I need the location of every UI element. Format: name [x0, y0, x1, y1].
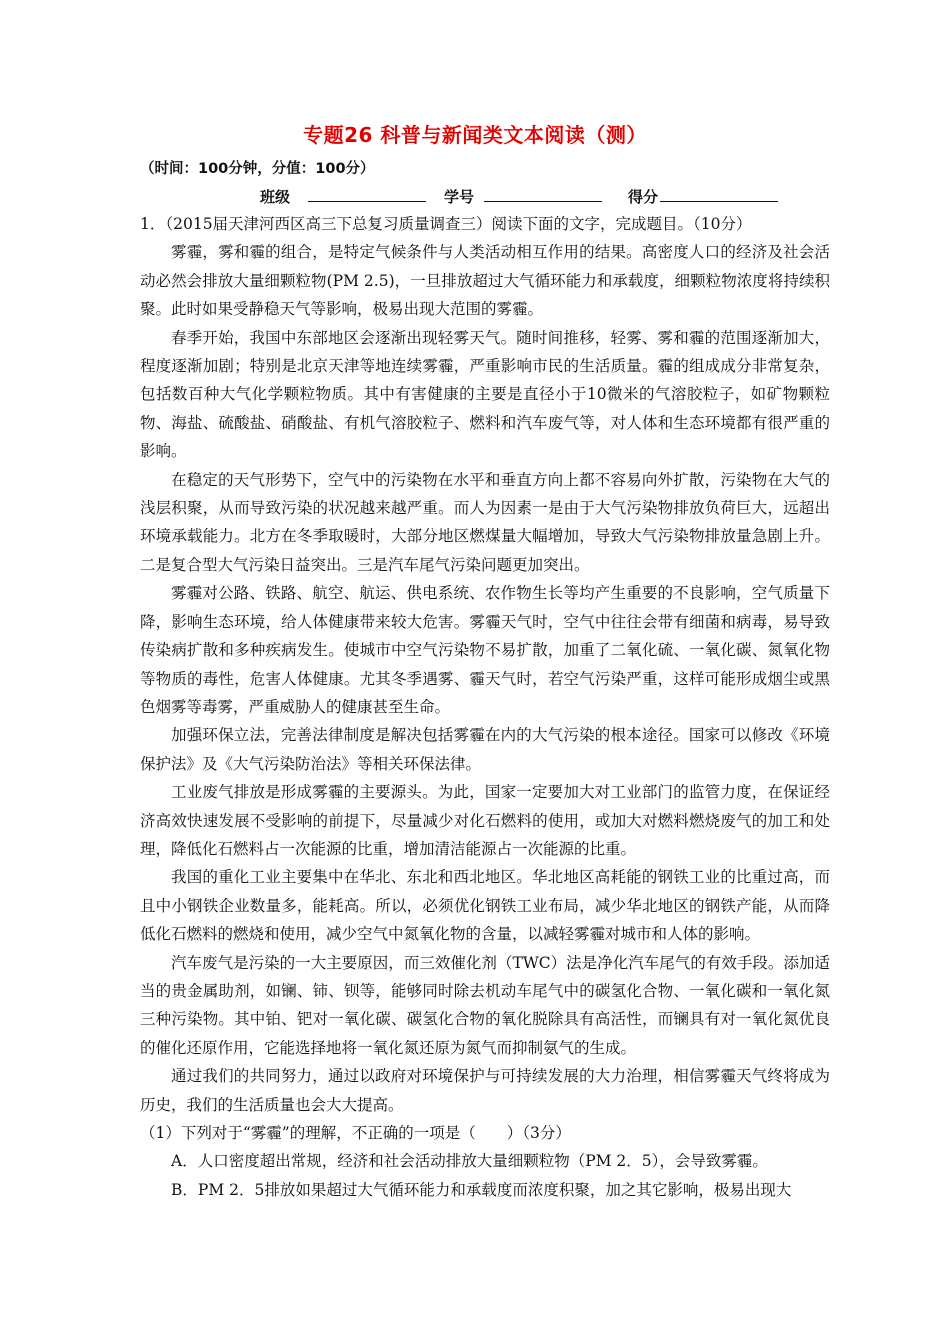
answer-option-b: B．PM 2．5排放如果超过大气循环能力和承载度而浓度积聚，加之其它影响，极易出现大 [171, 1180, 792, 1199]
question-content [140, 210, 830, 1204]
passage-paragraph: 工业废气排放是形成雾霾的主要源头。为此，国家一定要加大对工业部门的监管力度，在保证经济高效快速发展不受影响的前提下，尽量减少对化石燃料的使用，或加大对燃料燃烧废气的加工和处理，降低化石燃料占一次能源的比重，增加清洁能源占一次能源的比重。 [140, 783, 830, 858]
class-label: 班级 [260, 188, 291, 206]
passage-paragraph: 汽车废气是污染的一大主要原因，而三效催化剂（TWC）法是净化汽车尾气的有效手段。添加适当的贵金属助剂，如镧、铈、钡等，能够同时除去机动车尾气中的碳氢化合物、一氧化碳和一氧化氮三种污染物。其中铂、钯对一氧化碳、碳氢化合物的氧化脱除具有高活性，而镧具有对一氧化氮优良的催化还原作用，它能选择地将一氧化氮还原为氮气而抑制氨气的生成。 [140, 953, 830, 1057]
passage-paragraph: 在稳定的天气形势下，空气中的污染物在水平和垂直方向上都不容易向外扩散，污染物在大气的浅层积聚，从而导致污染的状况越来越严重。而人为因素一是由于大气污染物排放负荷巨大，远超出环境承载能力。北方在冬季取暖时，大部分地区燃煤量大幅增加，导致大气污染物排放量急剧上升。二是复合型大气污染日益突出。三是汽车尾气污染问题更加突出。 [140, 470, 830, 574]
student-info-fields [260, 186, 778, 207]
passage-paragraph: 加强环保立法，完善法律制度是解决包括雾霾在内的大气污染的根本途径。国家可以修改《环境保护法》及《大气污染防治法》等相关环保法律。 [140, 726, 830, 773]
question-heading: 1．（2015届天津河西区高三下总复习质量调查三）阅读下面的文字，完成题目。（10分） [140, 215, 752, 233]
passage-paragraph: 雾霾对公路、铁路、航空、航运、供电系统、农作物生长等均产生重要的不良影响，空气质量下降，影响生态环境，给人体健康带来较大危害。雾霾天气时，空气中往往会带有细菌和病毒，易导致传染病扩散和多种疾病发生。使城市中空气污染物不易扩散，加重了二氧化硫、一氧化碳、氮氧化物等物质的毒性，危害人体健康。尤其冬季遇雾、霾天气时，若空气污染严重，这样可能形成烟尘或黑色烟雾等毒雾，严重威胁人的健康甚至生命。 [140, 584, 830, 716]
student-number-label: 学号 [444, 188, 475, 206]
sub-question: （1）下列对于“雾霾”的理解，不正确的一项是（ ）（3分） [140, 1124, 571, 1142]
passage-paragraph: 春季开始，我国中东部地区会逐渐出现轻雾天气。随时间推移，轻雾、雾和霾的范围逐渐加大，程度逐渐加剧；特别是北京天津等地连续雾霾，严重影响市民的生活质量。霾的组成成分非常复杂，包括数百种大气化学颗粒物质。其中有害健康的主要是直径小于10微米的气溶胶粒子，如矿物颗粒物、海盐、硫酸盐、硝酸盐、有机气溶胶粒子、燃料和汽车废气等，对人体和生态环境都有很严重的影响。 [140, 328, 830, 461]
exam-meta: （时间：100分钟，分值：100分） [140, 161, 375, 177]
passage-paragraph: 我国的重化工业主要集中在华北、东北和西北地区。华北地区高耗能的钢铁工业的比重过高，而且中小钢铁企业数量多，能耗高。所以，必须优化钢铁工业布局，减少华北地区的钢铁产能，从而降低化石燃料的燃烧和使用，减少空气中氮氧化物的含量，以减轻雾霾对城市和人体的影响。 [140, 868, 830, 944]
class-blank[interactable] [308, 187, 426, 202]
passage-paragraph: 雾霾，雾和霾的组合，是特定气候条件与人类活动相互作用的结果。高密度人口的经济及社会活动必然会排放大量细颗粒物(PM 2.5)，一旦排放超过大气循环能力和承载度，细颗粒物浓度将持续积聚。此时如果受静稳天气等影响，极易出现大范围的雾霾。 [140, 243, 830, 319]
passage-paragraph: 通过我们的共同努力，通过以政府对环境保护与可持续发展的大力治理，相信雾霾天气终将成为历史，我们的生活质量也会大大提高。 [140, 1067, 830, 1114]
document-title: 专题26 科普与新闻类文本阅读（测） [303, 123, 647, 147]
score-blank[interactable] [660, 187, 778, 202]
answer-option-a: A．人口密度超出常规，经济和社会活动排放大量细颗粒物（PM 2．5），会导致雾霾。 [171, 1152, 768, 1171]
score-label: 得分 [628, 188, 659, 206]
student-number-blank[interactable] [484, 187, 602, 202]
